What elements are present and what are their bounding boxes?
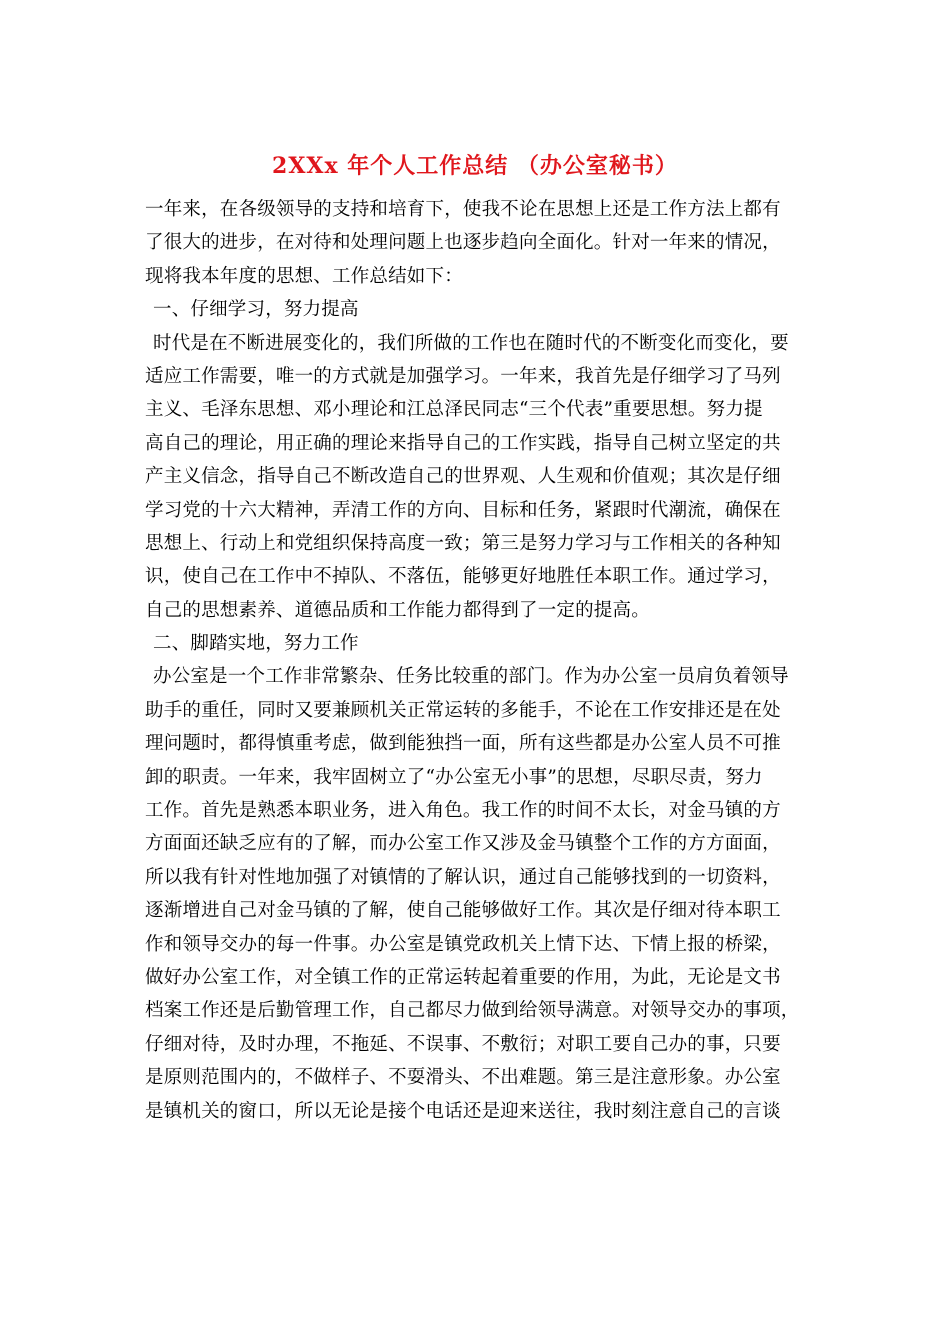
body-line: 了很大的进步，在对待和处理问题上也逐步趋向全面化。针对一年来的情况， bbox=[145, 232, 781, 254]
body-line: 时代是在不断进展变化的，我们所做的工作也在随时代的不断变化而变化，要 bbox=[153, 332, 789, 354]
body-line: 所以我有针对性地加强了对镇情的了解认识，通过自己能够找到的一切资料， bbox=[145, 866, 781, 888]
body-line: 档案工作还是后勤管理工作，自己都尽力做到给领导满意。对领导交办的事项， bbox=[145, 1000, 800, 1022]
body-line: 工作。首先是熟悉本职业务，进入角色。我工作的时间不太长，对金马镇的方 bbox=[145, 800, 781, 822]
body-line: 助手的重任，同时又要兼顾机关正常运转的多能手，不论在工作安排还是在处 bbox=[145, 699, 781, 721]
body-line: 自己的思想素养、道德品质和工作能力都得到了一定的提高。 bbox=[145, 599, 650, 621]
body-line: 办公室是一个工作非常繁杂、任务比较重的部门。作为办公室一员肩负着领导 bbox=[153, 666, 789, 688]
body-line: 仔细对待，及时办理，不拖延、不误事、不敷衍；对职工要自己办的事，只要 bbox=[145, 1033, 781, 1055]
body-line: 作和领导交办的每一件事。办公室是镇党政机关上情下达、下情上报的桥梁， bbox=[145, 933, 781, 955]
body-line: 产主义信念，指导自己不断改造自己的世界观、人生观和价值观；其次是仔细 bbox=[145, 466, 781, 488]
body-line: 一年来，在各级领导的支持和培育下，使我不论在思想上还是工作方法上都有 bbox=[145, 199, 781, 220]
document-body bbox=[145, 193, 815, 1128]
body-line: 思想上、行动上和党组织保持高度一致；第三是努力学习与工作相关的各种知 bbox=[145, 532, 781, 554]
body-line: 二、脚踏实地，努力工作 bbox=[153, 633, 359, 655]
body-line: 现将我本年度的思想、工作总结如下： bbox=[145, 265, 463, 287]
body-line: 是原则范围内的，不做样子、不耍滑头、不出难题。第三是注意形象。办公室 bbox=[145, 1067, 781, 1089]
body-line: 逐渐增进自己对金马镇的了解，使自己能够做好工作。其次是仔细对待本职工 bbox=[145, 900, 781, 922]
body-line: 识，使自己在工作中不掉队、不落伍，能够更好地胜任本职工作。通过学习， bbox=[145, 566, 781, 588]
body-line: 方面面还缺乏应有的了解，而办公室工作又涉及金马镇整个工作的方方面面， bbox=[145, 833, 781, 855]
body-line: 卸的职责。一年来，我牢固树立了“办公室无小事”的思想，尽职尽责，努力 bbox=[145, 766, 763, 788]
body-line: 一、仔细学习，努力提高 bbox=[153, 299, 359, 321]
body-line: 高自己的理论，用正确的理论来指导自己的工作实践，指导自己树立坚定的共 bbox=[145, 432, 781, 454]
document-title: 2XXx 年个人工作总结 （办公室秘书） bbox=[272, 153, 678, 179]
body-line: 理问题时，都得慎重考虑，做到能独挡一面，所有这些都是办公室人员不可推 bbox=[145, 733, 781, 755]
body-line: 学习党的十六大精神，弄清工作的方向、目标和任务，紧跟时代潮流，确保在 bbox=[145, 499, 781, 521]
body-line: 做好办公室工作，对全镇工作的正常运转起着重要的作用，为此，无论是文书 bbox=[145, 966, 781, 988]
body-line: 适应工作需要，唯一的方式就是加强学习。一年来，我首先是仔细学习了马列 bbox=[145, 365, 781, 387]
body-line: 是镇机关的窗口，所以无论是接个电话还是迎来送往，我时刻注意自己的言谈 bbox=[145, 1100, 781, 1122]
body-line: 主义、毛泽东思想、邓小理论和江总泽民同志“三个代表”重要思想。努力提 bbox=[145, 399, 763, 421]
